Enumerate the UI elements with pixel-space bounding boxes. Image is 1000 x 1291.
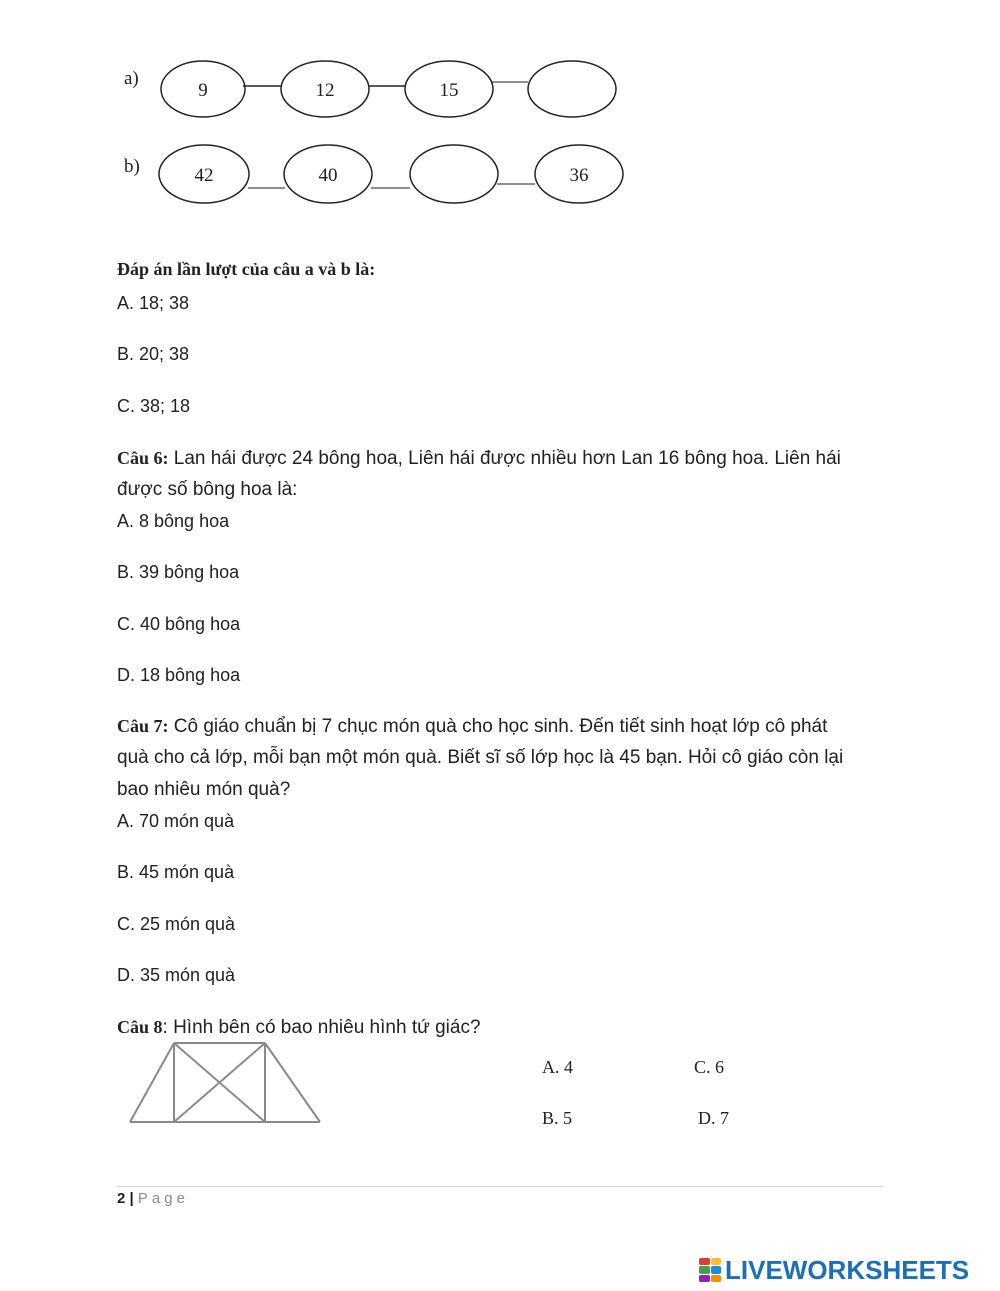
q5-option-b[interactable]: B. 20; 38 — [117, 344, 190, 364]
page-number: 2 — [117, 1190, 126, 1207]
sequence-a-label: a) — [124, 68, 139, 89]
sequence-a-value: 9 — [198, 80, 208, 101]
liveworksheets-logo-icon — [699, 1258, 721, 1282]
sequence-b-label: b) — [124, 156, 140, 177]
q8-text: : Hình bên có bao nhiêu hình tứ giác? — [162, 1017, 481, 1038]
q8-option-b[interactable]: B. 5 — [542, 1108, 573, 1128]
q6-text-line2: được số bông hoa là: — [117, 479, 298, 500]
sequence-b-cell-blank[interactable] — [410, 145, 498, 203]
q7-text-line2: quà cho cả lớp, mỗi bạn một món quà. Biết sĩ số lớp học là 45 bạn. Hỏi cô giáo còn lại — [117, 747, 844, 768]
sequence-diagram — [0, 0, 700, 230]
q7-text-line3: bao nhiêu món quà? — [117, 779, 291, 800]
footer-divider — [117, 1186, 883, 1187]
q6-question — [117, 442, 841, 475]
q7-option-a[interactable]: A. 70 món quà — [117, 811, 235, 831]
sequence-svg — [0, 0, 700, 230]
q8-label: Câu 8 — [117, 1017, 163, 1037]
q7-option-b[interactable]: B. 45 món quà — [117, 862, 235, 882]
q6-text-line1: Lan hái được 24 bông hoa, Liên hái được nhiều hơn Lan 16 bông hoa. Liên hái — [168, 448, 841, 469]
sequence-a-cell-blank[interactable] — [528, 61, 616, 117]
q8-option-c[interactable]: C. 6 — [694, 1057, 725, 1077]
q6-option-d[interactable]: D. 18 bông hoa — [117, 665, 241, 685]
q8-option-d[interactable]: D. 7 — [698, 1108, 729, 1128]
q7-option-d[interactable]: D. 35 món quà — [117, 965, 236, 985]
q7-label: Câu 7: — [117, 716, 169, 736]
page-footer — [117, 1190, 189, 1207]
sequence-b-value: 42 — [194, 165, 214, 186]
q5-option-c[interactable]: C. 38; 18 — [117, 396, 191, 416]
q6-option-c[interactable]: C. 40 bông hoa — [117, 614, 241, 634]
q5-option-a[interactable]: A. 18; 38 — [117, 293, 190, 313]
brand-name: LIVEWORKSHEETS — [725, 1254, 970, 1285]
q7-question — [117, 710, 827, 743]
sequence-a-value: 12 — [315, 80, 335, 101]
q6-label: Câu 6: — [117, 448, 169, 468]
liveworksheets-brand — [699, 1255, 969, 1285]
footer-separator: | — [129, 1190, 134, 1207]
page-word: Page — [137, 1190, 189, 1207]
q7-option-c[interactable]: C. 25 món quà — [117, 914, 236, 934]
q8-option-a[interactable]: A. 4 — [542, 1057, 573, 1077]
q5-prompt: Đáp án lần lượt của câu a và b là: — [117, 259, 376, 279]
sequence-a-value: 15 — [439, 80, 459, 101]
sequence-b-value: 36 — [569, 165, 589, 186]
sequence-b-value: 40 — [318, 165, 338, 186]
quadrilateral-figure — [120, 1036, 330, 1131]
q7-text-line1: Cô giáo chuẩn bị 7 chục món quà cho học sinh. Đến tiết sinh hoạt lớp cô phát — [168, 716, 828, 737]
q6-option-b[interactable]: B. 39 bông hoa — [117, 562, 240, 582]
trapezoid-svg — [120, 1036, 330, 1131]
q6-option-a[interactable]: A. 8 bông hoa — [117, 511, 230, 531]
